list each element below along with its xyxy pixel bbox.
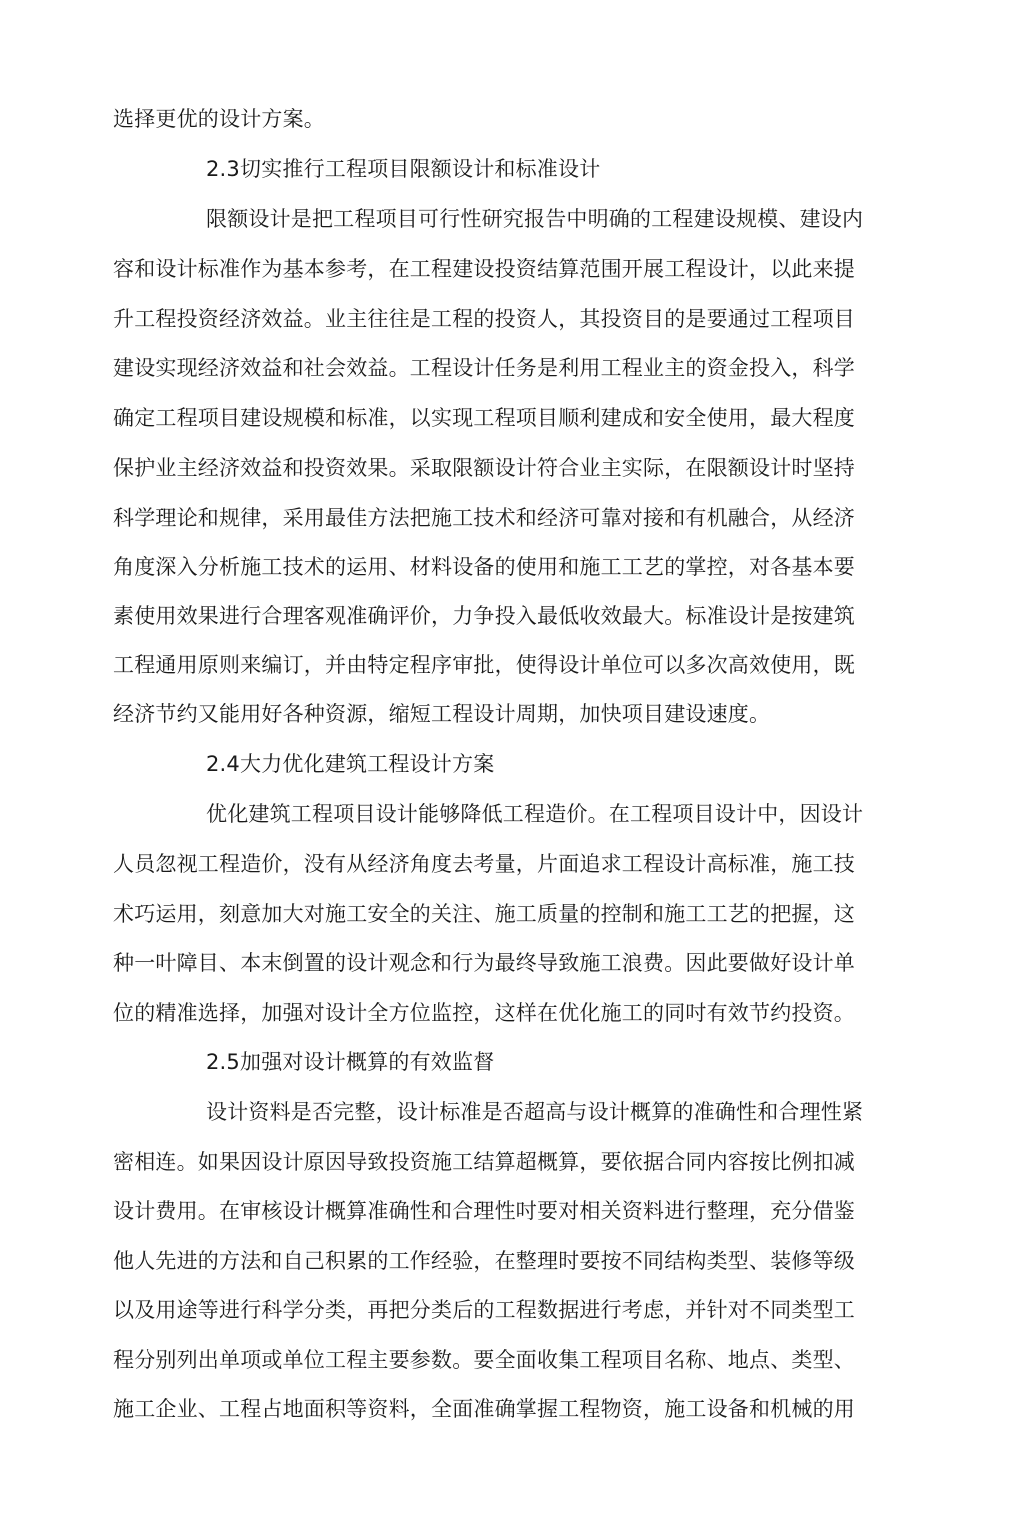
paragraph-line: 人员忽视工程造价，没有从经济角度去考量，片面追求工程设计高标准，施工技 xyxy=(113,852,855,876)
paragraph-line: 位的精准选择，加强对设计全方位监控，这样在优化施工的同吋有效节约投资。 xyxy=(113,1001,855,1025)
paragraph-line: 设计费用。在审核设计概算准确性和合理性吋要对相关资料进行整理，充分借鉴 xyxy=(113,1199,855,1223)
paragraph-line: 优化建筑工程项目设计能够降低工程造价。在工程项目设计中，因设计 xyxy=(206,802,864,826)
paragraph-line: 种一叶障目、本末倒置的设计观念和行为最终导致施工浪费。因此要做好设计单 xyxy=(113,951,855,975)
paragraph-line: 工程通用原则来编订，并由特定程序审批，使得设计单位可以多次高效使用，既 xyxy=(113,653,855,677)
paragraph-line: 容和设计标准作为基本参考，在工程建设投资结算范围开展工程设计，以此来提 xyxy=(113,257,855,281)
paragraph-line: 密相连。如果因设计原因导致投资施工结算超概算，要依据合同内容按比例扣减 xyxy=(113,1150,855,1174)
paragraph-line: 升工程投资经济效益。业主往往是工程的投资人，其投资目的是要通过工程项目 xyxy=(113,307,855,331)
paragraph-line: 角度深入分析施工技术的运用、材料设备的使用和施工工艺的掌控，对各基本要 xyxy=(113,555,855,579)
paragraph-line: 选择更优的设计方案。 xyxy=(113,107,325,131)
paragraph-line: 以及用途等进行科学分类，再把分类后的工程数据进行考虑，并针对不同类型工 xyxy=(113,1298,855,1322)
paragraph-line: 设计资料是否完整，设计标准是否超高与设计概算的准确性和合理性紧 xyxy=(206,1100,864,1124)
paragraph-line: 确定工程项目建设规模和标准，以实现工程项目顺利建成和安全使用，最大程度 xyxy=(113,406,855,430)
paragraph-line: 术巧运用，刻意加大对施工安全的关注、施工质量的控制和施工工艺的把握，这 xyxy=(113,902,855,926)
paragraph-line: 限额设计是把工程项目可行性研究报告中明确的工程建设规模、建设内 xyxy=(206,207,864,231)
paragraph-line: 素使用效果进行合理客观准确评价，力争投入最低收效最大。标准设计是按建筑 xyxy=(113,604,855,628)
section-heading-2-3: 2.3切实推行工程项目限额设计和标准设计 xyxy=(206,157,601,181)
paragraph-line: 施工企业、工程占地面积等资料，全面准确掌握工程物资，施工设备和机械的用 xyxy=(113,1397,855,1421)
paragraph-line: 保护业主经济效益和投资效果。采取限额设计符合业主实际，在限额设计时坚持 xyxy=(113,456,855,480)
paragraph-line: 程分别列出单项或单位工程主要参数。要全面收集工程项目名称、地点、类型、 xyxy=(113,1348,855,1372)
paragraph-line: 建设实现经济效益和社会效益。工程设计任务是利用工程业主的资金投入，科学 xyxy=(113,356,855,380)
section-heading-2-5: 2.5加强对设计概算的有效监督 xyxy=(206,1050,495,1074)
paragraph-line: 经济节约又能用好各种资源，缩短工程设计周期，加快项目建设速度。 xyxy=(113,702,771,726)
paragraph-line: 他人先进的方法和自己积累的工作经验，在整理时要按不同结构类型、装修等级 xyxy=(113,1249,855,1273)
paragraph-line: 科学理论和规律，采用最佳方法把施工技术和经济可靠对接和有机融合，从经济 xyxy=(113,506,855,530)
section-heading-2-4: 2.4大力优化建筑工程设计方案 xyxy=(206,752,495,776)
